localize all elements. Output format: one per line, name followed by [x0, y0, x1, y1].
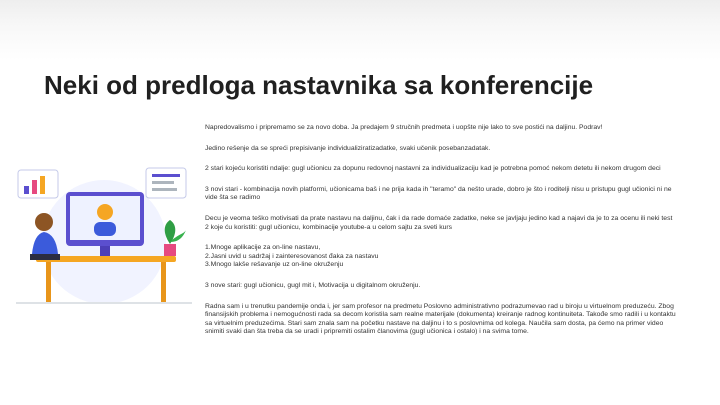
slide-title: Neki od predloga nastavnika sa konferencije [44, 70, 594, 100]
person-lap [30, 254, 60, 260]
paragraph-intro: Napredovalismo i pripremamo se za novo doba. Ja predajem 9 stručnih predmeta i uopšte nije lako to sve postići na daljinu. Podrav! [205, 124, 603, 131]
chart-bar [32, 180, 37, 194]
chart-bar [24, 186, 29, 194]
paragraph-two-old: 2 stari kojeću koristiti ndalje: gugl učionicu za dopunu redovnoj nastavni za individualizaciju kad je potrebna pomoć nekom detetu ili nekom drugom deci [205, 165, 661, 173]
video-avatar-body [94, 222, 116, 236]
slide-body [205, 124, 677, 337]
monitor-stand [100, 246, 110, 256]
plant-pot [164, 244, 176, 256]
list-item-1: 1.Mnoge aplikacije za on-line nastavu, [205, 244, 321, 252]
paragraph-three-tools: 3 nove stari: gugl učionicu, gugl mit i, Motivacija u digitalnom okruženju. [205, 281, 421, 289]
chart-bar [40, 176, 45, 194]
paragraph-three-new: 3 novi stari - kombinacija novih platformi, učionicama baš i ne prija kada ih "teramo" da nešto urade, dobro je što i roditelji nisu u pristupu gugl učionici ni ne vide šta se radimo [205, 185, 672, 202]
paragraph-solution: Jedino rešenje da se spreći prepisivanje individualiziratizadatke, svaki učenik posebanzadatak. [205, 144, 491, 152]
person-head [35, 213, 53, 231]
list-item-2: 2.Jasni uvid u sadržaj i zainteresovanost đaka za nastavu [205, 252, 379, 260]
doc-line [152, 174, 180, 177]
list-item-3: 3.Mnogo lakše rešavanje uz on-line okruženju [205, 261, 344, 269]
desk-leg [46, 262, 51, 302]
video-avatar [97, 204, 113, 220]
paragraph-experience: Radna sam i u trenutku pandemije onda i, jer sam profesor na predmetu Poslovno administrativno podrazumevao rad u biroju u virtuelnom preduzeću. Zbog finansijskih problema i nemogućnosti rada sa decom koristila sam realne materijale (dokumenta) kreiranje radnog kontinuiteta. Takođe smo radili i u kontaktu sa virtuelnim preduzećima. Stari sam znala sam na početku nastave na daljinu i to s poslovnima od kolega. Naučila sam dosta, pa ćemo na primer video snimiti svaki dan šta treba da se uradi i pripremiti ostalim članovima (gugl učionica i ostalo) i na svima tome. [205, 302, 676, 336]
doc-line [152, 181, 174, 184]
doc-line [152, 188, 177, 191]
desk-leg [161, 262, 166, 302]
paragraph-motivation: Decu je veoma teško motivisati da prate nastavu na daljinu, čak i da rade domaće zadatke, neke se javljaju jedino kad a najavi da je to za ocenu ili neki test [205, 214, 673, 222]
online-learning-illustration [6, 162, 202, 312]
floor-line [16, 302, 192, 304]
paragraph-two-tools: 2 koje ću koristiti: gugl učionicu, kombinacije youtube-a u celom sajtu za sveti kurs [205, 223, 453, 231]
top-shadow-band [0, 0, 720, 60]
